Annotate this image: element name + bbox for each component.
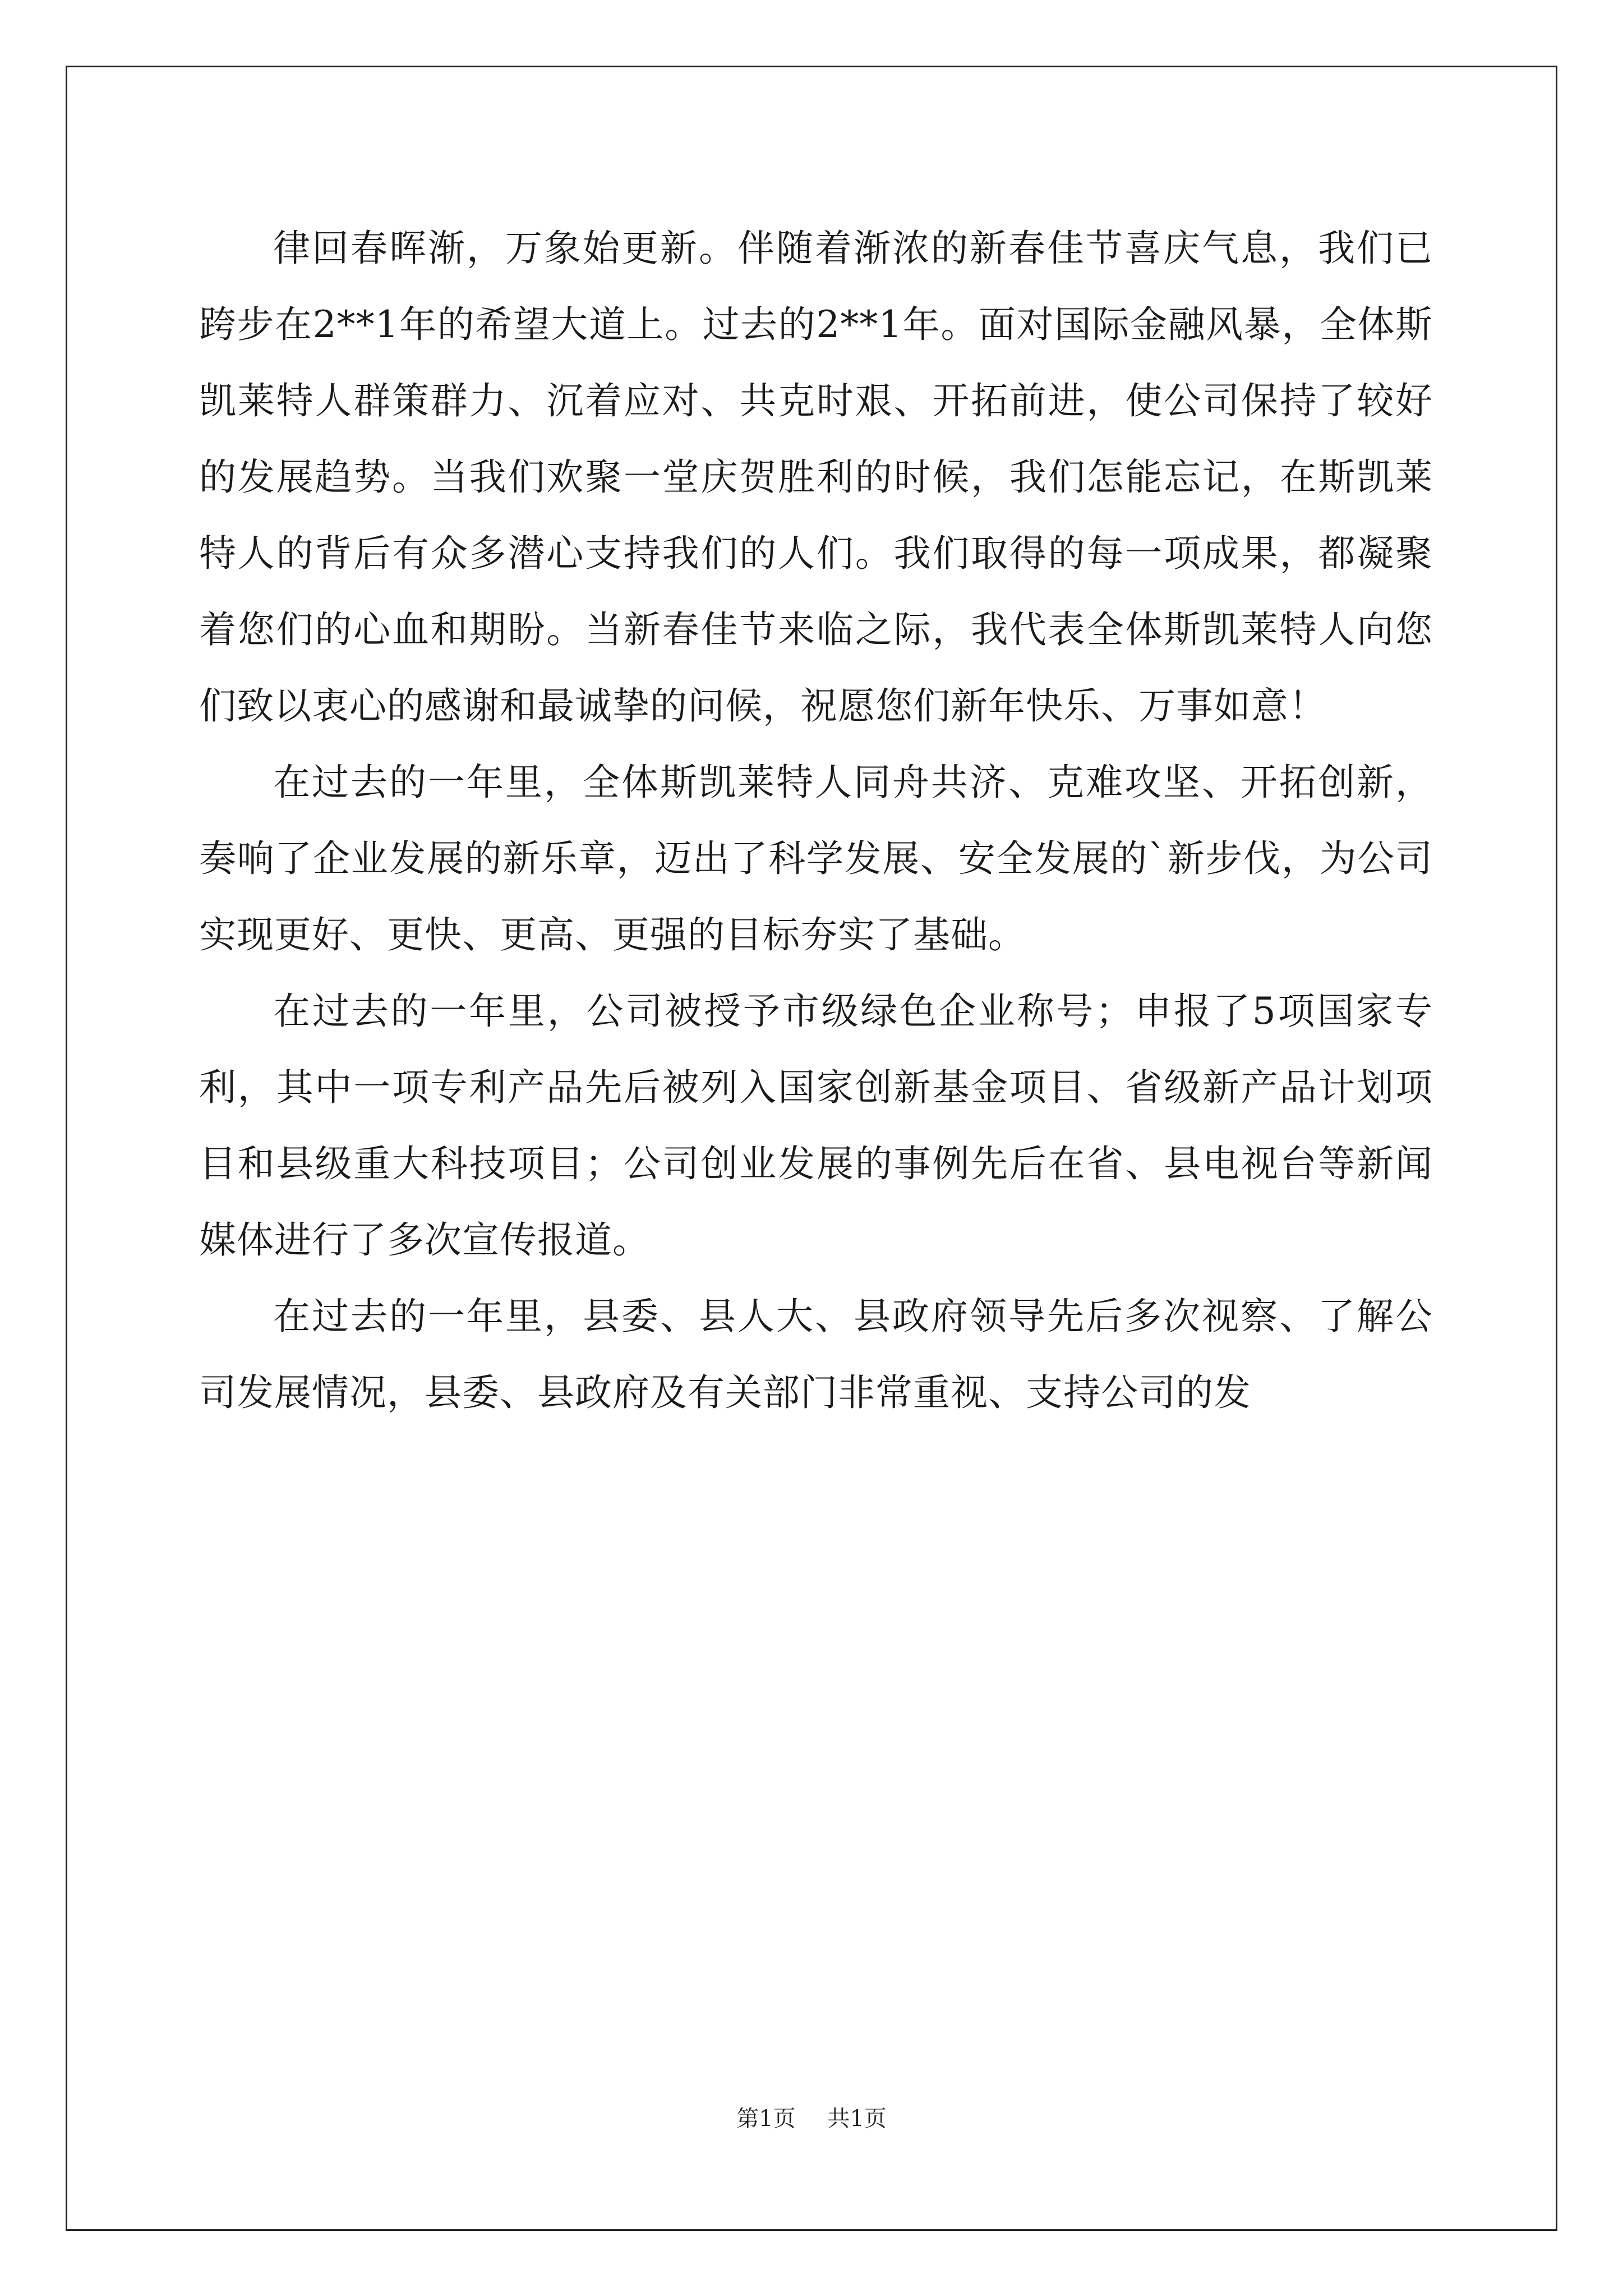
page-number: 第1页	[736, 2106, 796, 2132]
paragraph-1: 律回春晖渐，万象始更新。伴随着渐浓的新春佳节喜庆气息，我们已跨步在2**1年的希望大道上。过去的2**1年。面对国际金融风暴，全体斯凯莱特人群策群力、沉着应对、共克时艰、开拓前进，使公司保持了较好的发展趋势。当我们欢聚一堂庆贺胜利的时候，我们怎能忘记，在斯凯莱特人的背后有众多潜心支持我们的人们。我们取得的每一项成果，都凝聚着您们的心血和期盼。当新春佳节来临之际，我代表全体斯凯莱特人向您们致以衷心的感谢和最诚挚的问候，祝愿您们新年快乐、万事如意！	[199, 227, 1433, 728]
document-body	[199, 210, 1433, 1431]
paragraph-2: 在过去的一年里，全体斯凯莱特人同舟共济、克难攻坚、开拓创新，奏响了企业发展的新乐章，迈出了科学发展、安全发展的`新步伐，为公司实现更好、更快、更高、更强的目标夯实了基础。	[199, 761, 1433, 956]
paragraph-4: 在过去的一年里，县委、县人大、县政府领导先后多次视察、了解公司发展情况，县委、县政府及有关部门非常重视、支持公司的发	[199, 1295, 1433, 1414]
paragraph-3: 在过去的一年里，公司被授予市级绿色企业称号；申报了5项国家专利，其中一项专利产品先后被列入国家创新基金项目、省级新产品计划项目和县级重大科技项目；公司创业发展的事例先后在省、县电视台等新闻媒体进行了多次宣传报道。	[199, 990, 1433, 1262]
page-total: 共1页	[827, 2106, 887, 2132]
page-footer	[0, 2101, 1623, 2133]
